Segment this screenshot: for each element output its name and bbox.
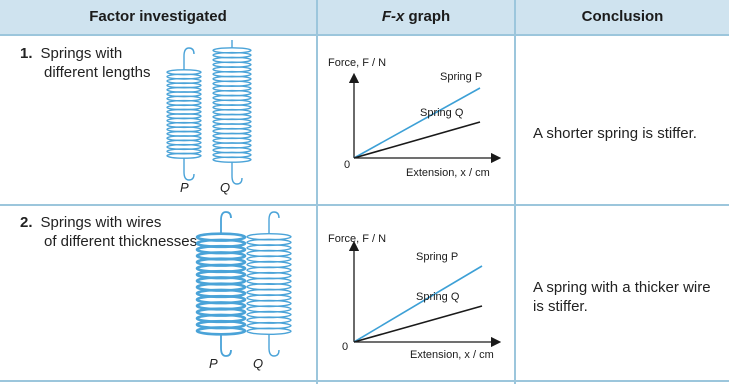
origin-label: 0 <box>344 159 351 171</box>
row1-factor <box>20 44 150 82</box>
row2-conclusion <box>533 278 711 316</box>
spring-coil <box>197 327 245 334</box>
line-spring-p <box>354 88 480 158</box>
y-axis-label: Force, F / N <box>328 57 387 69</box>
row-divider <box>0 380 729 382</box>
spring-q-long <box>213 40 251 184</box>
row1-springs-illustration <box>150 40 310 200</box>
spring-bottom-hook <box>184 158 194 180</box>
row2-factor-line2: of different thicknesses <box>44 233 198 250</box>
origin-label: 0 <box>342 341 349 353</box>
header-graph <box>318 0 514 34</box>
spring-top-hook <box>232 40 242 48</box>
x-axis-label: Extension, x / cm <box>410 349 494 361</box>
spring-q-label: Q <box>253 356 264 371</box>
header-factor: Factor investigated <box>89 8 227 25</box>
row2-conclusion-line1: A spring with a thicker wire <box>533 279 711 296</box>
header-graph-rest: graph <box>404 8 451 25</box>
row1-factor-line2: different lengths <box>44 64 151 81</box>
line-spring-q <box>354 122 480 158</box>
line-q-label: Spring Q <box>416 291 460 303</box>
spring-p-thick <box>197 212 245 356</box>
row1-conclusion: A shorter spring is stiffer. <box>533 125 697 142</box>
spring-q-label: Q <box>220 180 231 195</box>
row-divider <box>0 204 729 206</box>
y-axis-label: Force, F / N <box>328 233 387 245</box>
row2-springs-illustration <box>185 208 315 376</box>
line-p-label: Spring P <box>416 251 459 263</box>
spring-bottom-hook <box>221 334 231 356</box>
row1-fx-graph <box>320 40 512 200</box>
line-q-label: Spring Q <box>420 107 464 119</box>
row1-number: 1. <box>20 45 33 62</box>
x-axis-label: Extension, x / cm <box>406 167 490 179</box>
row2-number: 2. <box>20 214 33 231</box>
row2-fx-graph <box>320 220 512 376</box>
line-spring-p <box>354 266 482 342</box>
spring-p-label: P <box>209 356 218 371</box>
line-spring-q <box>354 306 482 342</box>
row1-factor-line1: Springs with <box>40 45 123 62</box>
spring-p-short <box>167 48 201 180</box>
row2-factor <box>20 213 197 251</box>
spring-top-hook <box>269 212 279 234</box>
spring-q-thin <box>247 212 291 356</box>
spring-bottom-hook <box>232 162 242 184</box>
spring-bottom-hook <box>269 334 279 356</box>
spring-top-hook <box>221 212 231 234</box>
row2-conclusion-line2: is stiffer. <box>533 298 588 315</box>
spring-p-label: P <box>180 180 189 195</box>
header-conclusion: Conclusion <box>581 8 664 25</box>
spring-top-hook <box>184 48 194 70</box>
column-divider <box>514 0 516 384</box>
header-graph-italic: F-x <box>381 8 405 25</box>
table-header <box>0 0 729 36</box>
column-divider <box>316 0 318 384</box>
row2-factor-line1: Springs with wires <box>40 214 162 231</box>
line-p-label: Spring P <box>440 71 483 83</box>
